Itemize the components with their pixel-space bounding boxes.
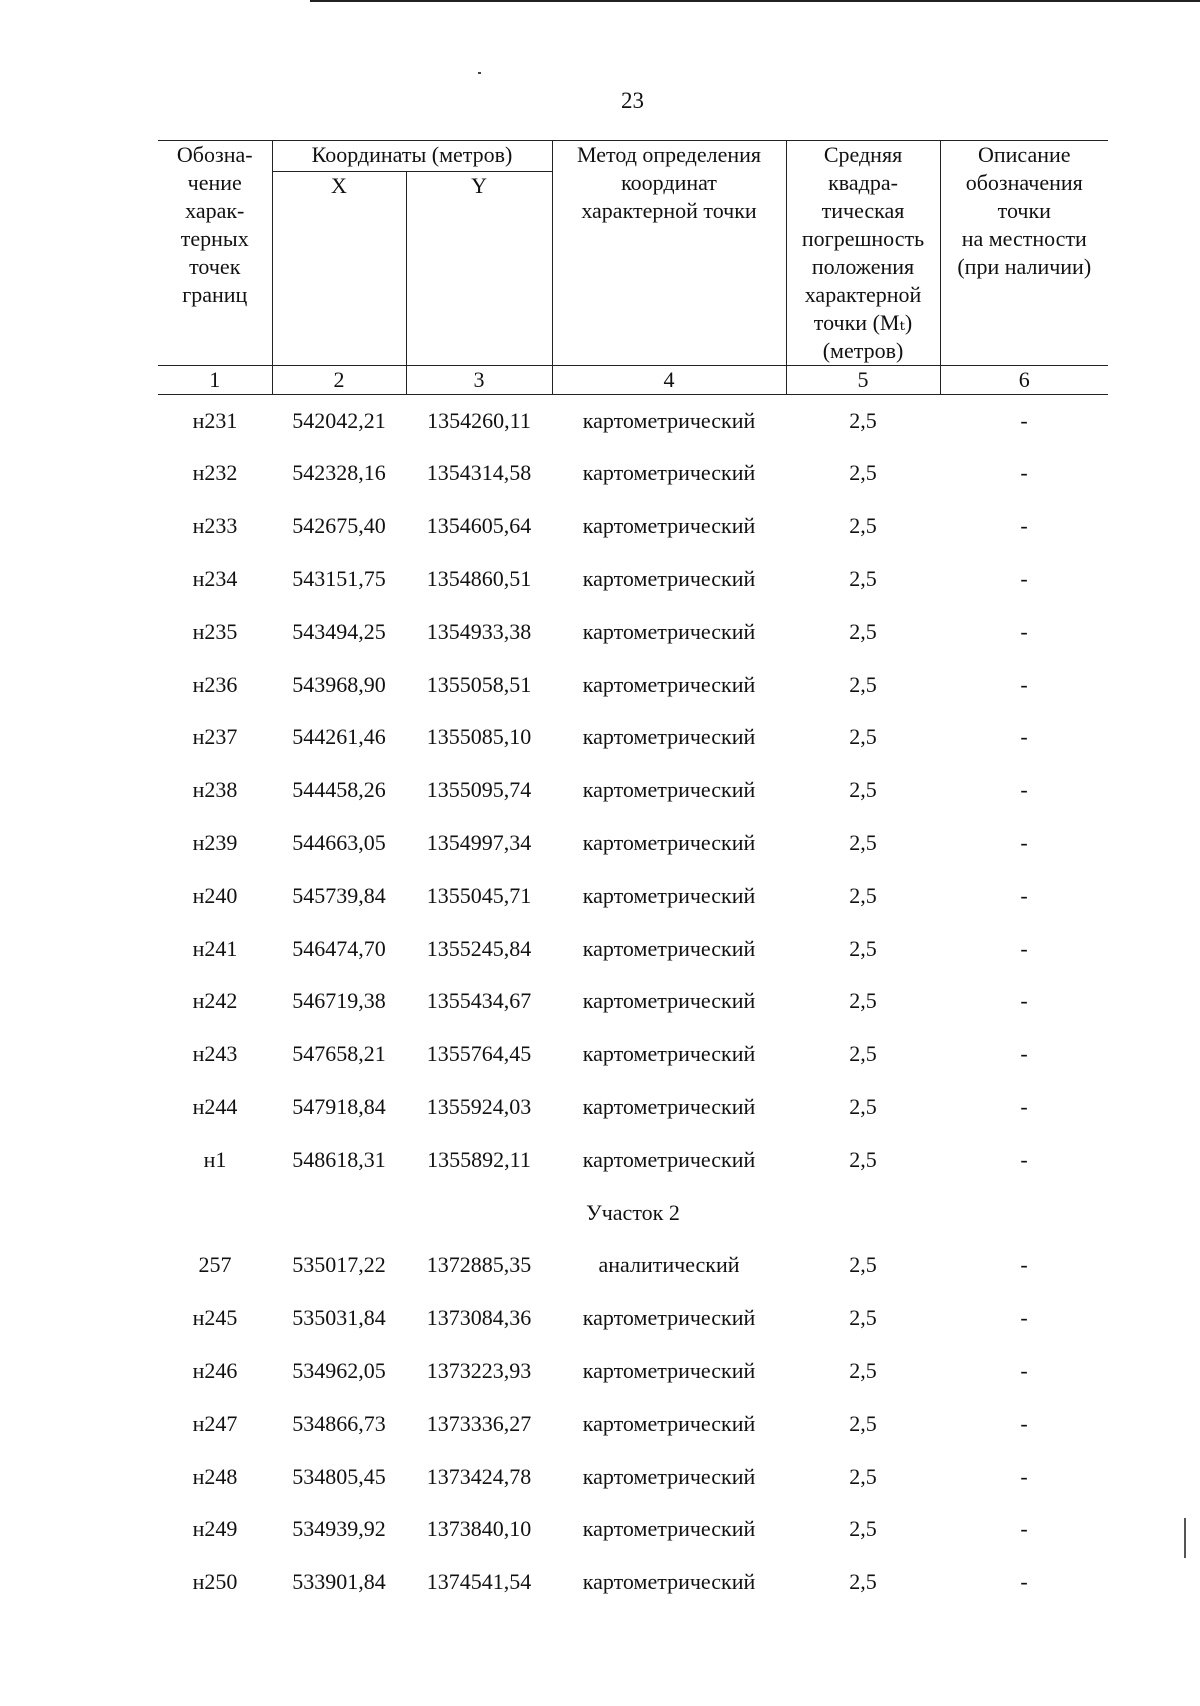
cell-x: 544663,05 (292, 829, 386, 855)
cell-error: 2,5 (849, 565, 877, 591)
cell-x: 543968,90 (292, 671, 386, 697)
cell-error: 2,5 (849, 935, 877, 961)
cell-point: н239 (192, 829, 238, 855)
cell-point: н231 (192, 408, 238, 433)
cell-description: - (1020, 671, 1028, 697)
cell-method: картометрический (582, 460, 756, 486)
cell-method: картометрический (582, 565, 756, 591)
cell-x: 542675,40 (292, 513, 386, 539)
cell-method: картометрический (582, 777, 756, 803)
cell-point: н242 (192, 988, 238, 1014)
cell-description: - (1020, 1463, 1028, 1489)
cell-x: 535031,84 (292, 1305, 386, 1331)
cell-y: 1373223,93 (426, 1357, 532, 1383)
cell-method: картометрический (582, 988, 756, 1014)
cell-x: 534866,73 (292, 1410, 386, 1436)
table-row (158, 1345, 1108, 1398)
table-header (158, 141, 1108, 395)
cell-point: н247 (192, 1410, 238, 1436)
cell-method: картометрический (582, 1305, 756, 1331)
cell-y: 1355045,71 (426, 882, 532, 908)
cell-x: 544261,46 (292, 724, 386, 750)
cell-y: 1373084,36 (426, 1305, 532, 1331)
table-row (158, 1028, 1108, 1081)
cell-point: н234 (192, 565, 238, 591)
cell-error: 2,5 (849, 777, 877, 803)
column-number: 1 (158, 366, 272, 395)
cell-error: 2,5 (849, 1093, 877, 1119)
column-number: 2 (272, 366, 406, 395)
cell-method: картометрический (582, 1463, 756, 1489)
cell-error: 2,5 (849, 1410, 877, 1436)
cell-point: н238 (192, 777, 238, 803)
page-number: 23 (621, 88, 644, 113)
cell-point: н245 (192, 1305, 238, 1331)
table-row (158, 817, 1108, 870)
cell-y: 1354605,64 (426, 513, 532, 539)
column-number: 5 (786, 366, 940, 395)
table-row (158, 500, 1108, 553)
cell-description: - (1020, 829, 1028, 855)
table-row (158, 764, 1108, 817)
cell-error: 2,5 (849, 1305, 877, 1331)
cell-x: 534962,05 (292, 1357, 386, 1383)
cell-point: н243 (192, 1041, 238, 1067)
cell-method: картометрический (582, 1093, 756, 1119)
cell-description: - (1020, 882, 1028, 908)
cell-point: 257 (198, 1252, 232, 1278)
cell-error: 2,5 (849, 1357, 877, 1383)
table-row (158, 1397, 1108, 1450)
scan-edge-mark (1184, 1518, 1186, 1558)
cell-point: н250 (192, 1569, 238, 1595)
cell-method: картометрический (582, 1041, 756, 1067)
header-method: Метод определения координат характерной точки (552, 141, 786, 366)
table-row (158, 658, 1108, 711)
cell-x: 542042,21 (292, 408, 386, 433)
cell-description: - (1020, 460, 1028, 486)
cell-y: 1355095,74 (426, 777, 532, 803)
table-row (158, 1556, 1108, 1609)
cell-point: н241 (192, 935, 238, 961)
cell-method: картометрический (582, 1357, 756, 1383)
cell-description: - (1020, 988, 1028, 1014)
table-row (158, 1239, 1108, 1292)
cell-y: 1354933,38 (426, 618, 532, 644)
cell-error: 2,5 (849, 1041, 877, 1067)
cell-x: 534805,45 (292, 1463, 386, 1489)
table-row (158, 1503, 1108, 1556)
cell-y: 1355434,67 (426, 988, 532, 1014)
table-row (158, 1450, 1108, 1503)
cell-error: 2,5 (849, 460, 877, 486)
cell-point: н244 (192, 1093, 238, 1119)
cell-y: 1355764,45 (426, 1041, 532, 1067)
cell-x: 535017,22 (292, 1252, 386, 1278)
cell-y: 1374541,54 (426, 1569, 532, 1595)
column-number: 4 (552, 366, 786, 395)
cell-method: картометрический (582, 1410, 756, 1436)
cell-error: 2,5 (849, 1252, 877, 1278)
cell-point: н237 (192, 724, 238, 750)
header-x: X (272, 172, 406, 366)
cell-point: н1 (203, 1146, 227, 1172)
cell-method: картометрический (582, 1146, 756, 1172)
cell-error: 2,5 (849, 1146, 877, 1172)
cell-point: н249 (192, 1516, 238, 1542)
cell-description: - (1020, 408, 1028, 433)
cell-error: 2,5 (849, 882, 877, 908)
cell-description: - (1020, 935, 1028, 961)
cell-point: н246 (192, 1357, 238, 1383)
cell-method: картометрический (582, 935, 756, 961)
table-row (158, 975, 1108, 1028)
cell-point: н233 (192, 513, 238, 539)
header-coordinates-group: Координаты (метров) (272, 141, 552, 172)
table-row (158, 1081, 1108, 1134)
cell-method: картометрический (582, 618, 756, 644)
cell-method: картометрический (582, 408, 756, 433)
cell-y: 1354314,58 (426, 460, 532, 486)
cell-point: н240 (192, 882, 238, 908)
cell-error: 2,5 (849, 1516, 877, 1542)
table-row (158, 553, 1108, 606)
table-body (158, 395, 1108, 1609)
cell-description: - (1020, 1357, 1028, 1383)
table-row (158, 447, 1108, 500)
cell-description: - (1020, 1305, 1028, 1331)
section-title: Участок 2 (586, 1199, 680, 1225)
cell-y: 1354997,34 (426, 829, 532, 855)
cell-y: 1355924,03 (426, 1093, 532, 1119)
cell-method: аналитический (598, 1252, 740, 1278)
table-row (158, 711, 1108, 764)
table-row (158, 1133, 1108, 1186)
cell-error: 2,5 (849, 1463, 877, 1489)
cell-error: 2,5 (849, 1569, 877, 1595)
cell-y: 1373840,10 (426, 1516, 532, 1542)
cell-error: 2,5 (849, 988, 877, 1014)
header-mean-square-error: Средняя квадра- тическая погрешность положения характерной точки (Mₜ) (метров) (786, 141, 940, 366)
table-row (158, 605, 1108, 658)
header-y: Y (406, 172, 552, 366)
cell-description: - (1020, 724, 1028, 750)
cell-point: н232 (192, 460, 238, 486)
cell-x: 543151,75 (292, 565, 386, 591)
cell-x: 533901,84 (292, 1569, 386, 1595)
cell-description: - (1020, 618, 1028, 644)
cell-y: 1372885,35 (426, 1252, 532, 1278)
cell-x: 534939,92 (292, 1516, 386, 1542)
header-point-designation: Обозна- чение харак- терных точек границ (158, 141, 272, 366)
cell-description: - (1020, 777, 1028, 803)
table-row (158, 395, 1108, 448)
cell-y: 1373424,78 (426, 1463, 532, 1489)
section-row (158, 1186, 1108, 1239)
scan-speck (478, 72, 481, 74)
table-row (158, 922, 1108, 975)
cell-method: картометрический (582, 1569, 756, 1595)
cell-y: 1354260,11 (427, 408, 531, 433)
cell-description: - (1020, 1410, 1028, 1436)
cell-description: - (1020, 1252, 1028, 1278)
header-description: Описание обозначения точки на местности (при наличии) (940, 141, 1108, 366)
column-number: 3 (406, 366, 552, 395)
cell-method: картометрический (582, 671, 756, 697)
cell-error: 2,5 (849, 618, 877, 644)
cell-method: картометрический (582, 724, 756, 750)
cell-description: - (1020, 1093, 1028, 1119)
cell-method: картометрический (582, 882, 756, 908)
cell-description: - (1020, 1041, 1028, 1067)
cell-y: 1355245,84 (426, 935, 532, 961)
cell-point: н235 (192, 618, 238, 644)
cell-description: - (1020, 1516, 1028, 1542)
cell-error: 2,5 (849, 671, 877, 697)
top-border-line (310, 0, 1200, 2)
cell-y: 1355892,11 (427, 1146, 531, 1172)
cell-error: 2,5 (849, 513, 877, 539)
table-row (158, 869, 1108, 922)
cell-error: 2,5 (849, 408, 877, 433)
cell-x: 542328,16 (292, 460, 386, 486)
cell-point: н236 (192, 671, 238, 697)
cell-point: н248 (192, 1463, 238, 1489)
table-row (158, 1292, 1108, 1345)
cell-y: 1373336,27 (426, 1410, 532, 1436)
column-number-row (158, 366, 1108, 395)
cell-description: - (1020, 513, 1028, 539)
cell-description: - (1020, 1146, 1028, 1172)
cell-error: 2,5 (849, 724, 877, 750)
cell-x: 544458,26 (292, 777, 386, 803)
cell-x: 548618,31 (292, 1146, 386, 1172)
cell-y: 1355085,10 (426, 724, 532, 750)
cell-method: картометрический (582, 829, 756, 855)
cell-x: 545739,84 (292, 882, 386, 908)
cell-x: 543494,25 (292, 618, 386, 644)
cell-method: картометрический (582, 1516, 756, 1542)
coordinates-table (158, 140, 1108, 1609)
cell-y: 1354860,51 (426, 565, 532, 591)
cell-y: 1355058,51 (426, 671, 532, 697)
cell-method: картометрический (582, 513, 756, 539)
cell-description: - (1020, 1569, 1028, 1595)
column-number: 6 (940, 366, 1108, 395)
cell-error: 2,5 (849, 829, 877, 855)
cell-x: 547658,21 (292, 1041, 386, 1067)
cell-x: 546474,70 (292, 935, 386, 961)
cell-description: - (1020, 565, 1028, 591)
cell-x: 546719,38 (292, 988, 386, 1014)
cell-x: 547918,84 (292, 1093, 386, 1119)
